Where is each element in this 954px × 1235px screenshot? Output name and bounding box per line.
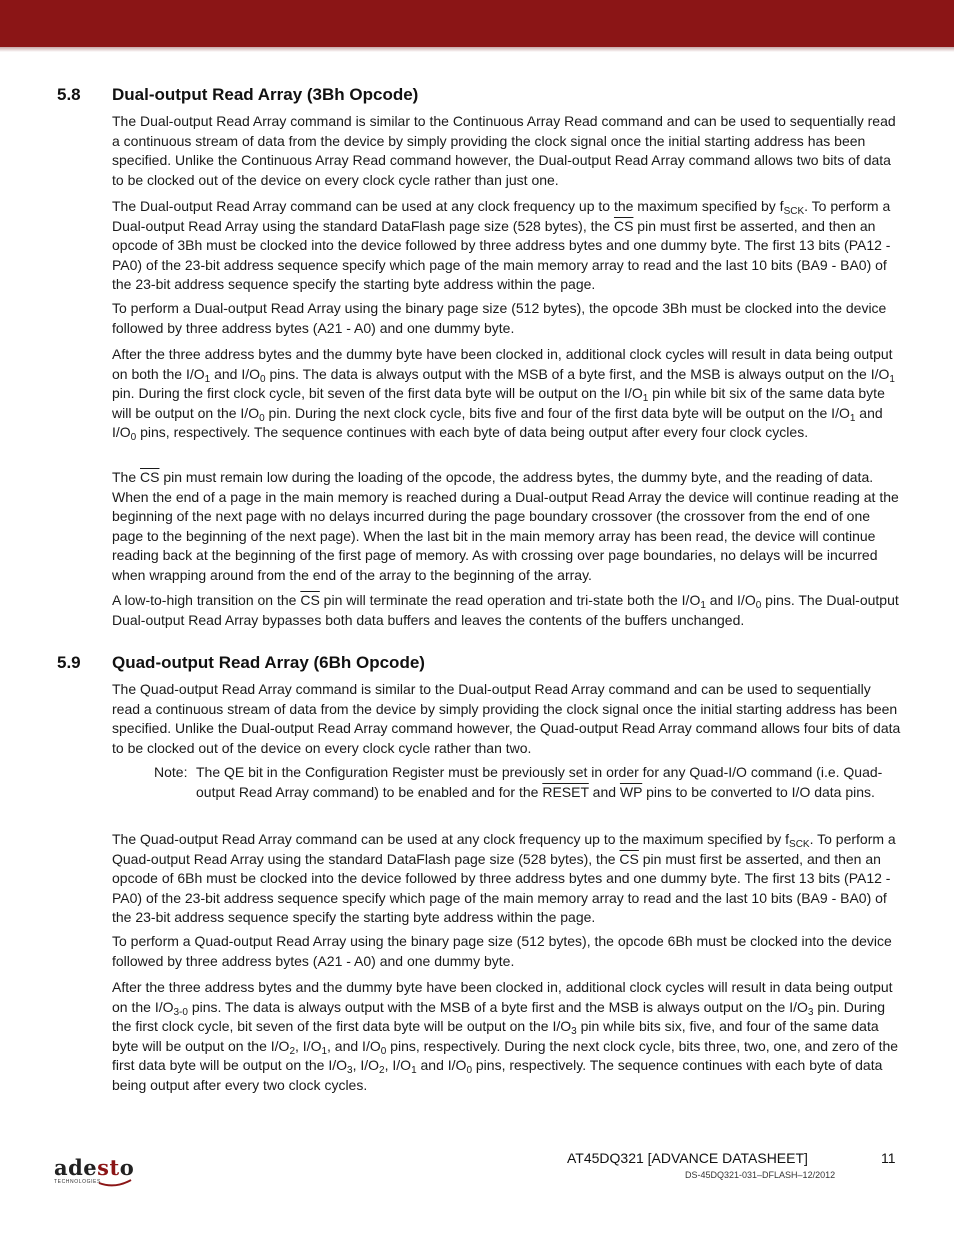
cs-signal: $\overline{CS}$ [140, 469, 160, 485]
logo-tagline: TECHNOLOGIES [54, 1179, 101, 1185]
paragraph: The Dual-output Read Array command is similar to the Continuous Array Read command and can be used to sequentially read a continuous stream of data from the device by simply providing the clock signal once the initial starting address has been specified. Unlike the Continuous Array Read command however, the Dual-output Read Array command allows two bits of data to be clocked out of the device on every clock cycle rather than just one. [112, 113, 896, 188]
cs-signal: $\overline{CS}$ [300, 592, 320, 608]
section-heading-5-9 [57, 653, 425, 673]
wp-signal: $\overline{WP}$ [619, 783, 643, 800]
paragraph: The Quad-output Read Array command is similar to the Dual-output Read Array command and can be used to sequentially read a continuous stream of data from the device by simply providing the clock signal once the initial starting address has been specified. Unlike the Dual-output Read Array command however, the Quad-output Read Array command allows four bits of data to be clocked out of the device on every clock cycle rather than two. [112, 681, 901, 756]
document-title: AT45DQ321 [ADVANCE DATASHEET] [567, 1150, 808, 1166]
paragraph: After the three address bytes and the dummy byte have been clocked in, additional clock cycles will result in data being output on the $I/O_{3-0}$ pins. The data is always output with the MSB of a byte first and the MSB is always output on the $I/O_3$ pin. During the first clock cycle, bit seven of the first data byte will be output on the $I/O_3$ pin while bits six, five, and four of the same data byte will be output on the $I/O_2$, $I/O_1$, and $I/O_0$ pins, respectively. During the next clock cycle, bits three, two, one, and zero of the first data byte will be output on the $I/O_3$, $I/O_2$, $I/O_1$ and $I/O_0$ pins, respectively. The sequence continues with each byte of data being output after every two clock cycles. [112, 979, 899, 1093]
logo-wordmark: adesto [54, 1155, 135, 1180]
paragraph: To perform a Dual-output Read Array using the binary page size (512 bytes), the opcode 3Bh must be clocked into the device followed by three address bytes (A21 - A0) and one dummy byte. [112, 300, 887, 336]
section-number: 5.8 [57, 85, 81, 104]
note-label: Note: [154, 764, 188, 780]
paragraph: After the three address bytes and the dummy byte have been clocked in, additional clock cycles will result in data being output on both the $I/O_1$ and $I/O_0$ pins. The data is always output with the MSB of a byte first, and the MSB is always output on the $I/O_1$ pin. During the first clock cycle, bit seven of the first data byte will be output on the $I/O_1$ pin while bit six of the same data byte will be output on the $I/O_0$ pin. During the next clock cycle, bits five and four of the first data byte will be output on the $I/O_1$ and $I/O_0$ pins, respectively. The sequence continues with each byte of data being output after every four clock cycles. [112, 346, 895, 443]
section-heading-5-8 [57, 85, 418, 105]
note-text: The QE bit in the Configuration Register must be previously set in order for any Quad-I/O command (i.e. Quad-output Read Array command) to be enabled and for the RESET and $\overline{WP}$ pins to be converted to I/O data pins. [196, 764, 883, 800]
cs-signal: $\overline{CS}$ [619, 850, 639, 867]
note-block [154, 763, 899, 802]
header-bar [0, 0, 954, 47]
paragraph: The $\overline{CS}$ pin must remain low during the loading of the opcode, the address bytes, the dummy byte, and the reading of data. When the end of a page in the main memory is reached during a Dual-output Read Array the device will continue reading at the beginning of the next page with no delays incurred during the page boundary crossover (the crossover from the end of one page to the beginning of the next page). When the last bit in the main memory array has been read, the device will continue reading back at the beginning of the first page of memory. As with crossing over page boundaries, no delays will be incurred when wrapping around from the end of the array to the beginning of the array. [112, 469, 899, 583]
paragraph: The Quad-output Read Array command can be used at any clock frequency up to the maximum specified by $f_{SCK}$. To perform a Quad-output Read Array using the standard DataFlash page size (528 bytes), the $\overline{CS}$ pin must first be asserted, and then an opcode of 6Bh must be clocked into the device followed by three address bytes and one dummy byte. The first 13 bits (PA12 - PA0) of the 23-bit address sequence specify which page of the main memory array to read and the last 10 bits (BA9 - BA0) of the 23-bit address sequence specify the starting byte address within the page. [112, 831, 896, 925]
reset-signal: RESET [542, 783, 589, 800]
adesto-logo [54, 1155, 144, 1189]
logo-swoosh-icon [98, 1177, 132, 1187]
paragraph: A low-to-high transition on the $\overline{CS}$ pin will terminate the read operation and tri-state both the $I/O_1$ and $I/O_0$ pins. The Dual-output Dual-output Read Array bypasses both data buffers and leaves the contents of the buffers unchanged. [112, 592, 899, 628]
paragraph: The Dual-output Read Array command can be used at any clock frequency up to the maximum specified by $f_{SCK}$. To perform a Dual-output Read Array using the standard DataFlash page size (528 bytes), the $\overline{CS}$ pin must first be asserted, and then an opcode of 3Bh must be clocked into the device followed by three address bytes and one dummy byte. The first 13 bits (PA12 - PA0) of the 23-bit address sequence specify which page of the main memory array to read and the last 10 bits (BA9 - BA0) of the 23-bit address sequence specify the starting byte address within the page. [112, 198, 891, 292]
paragraph: To perform a Quad-output Read Array using the binary page size (512 bytes), the opcode 6Bh must be clocked into the device followed by three address bytes (A21 - A0) and one dummy byte. [112, 933, 892, 969]
section-title: Dual-output Read Array (3Bh Opcode) [112, 85, 419, 104]
document-code: DS-45DQ321-031–DFLASH–12/2012 [685, 1170, 836, 1180]
section-number: 5.9 [57, 653, 81, 672]
page-number: 11 [881, 1150, 896, 1166]
section-title: Quad-output Read Array (6Bh Opcode) [112, 653, 425, 672]
header-shadow [0, 47, 954, 52]
cs-signal: $\overline{CS}$ [613, 217, 634, 234]
